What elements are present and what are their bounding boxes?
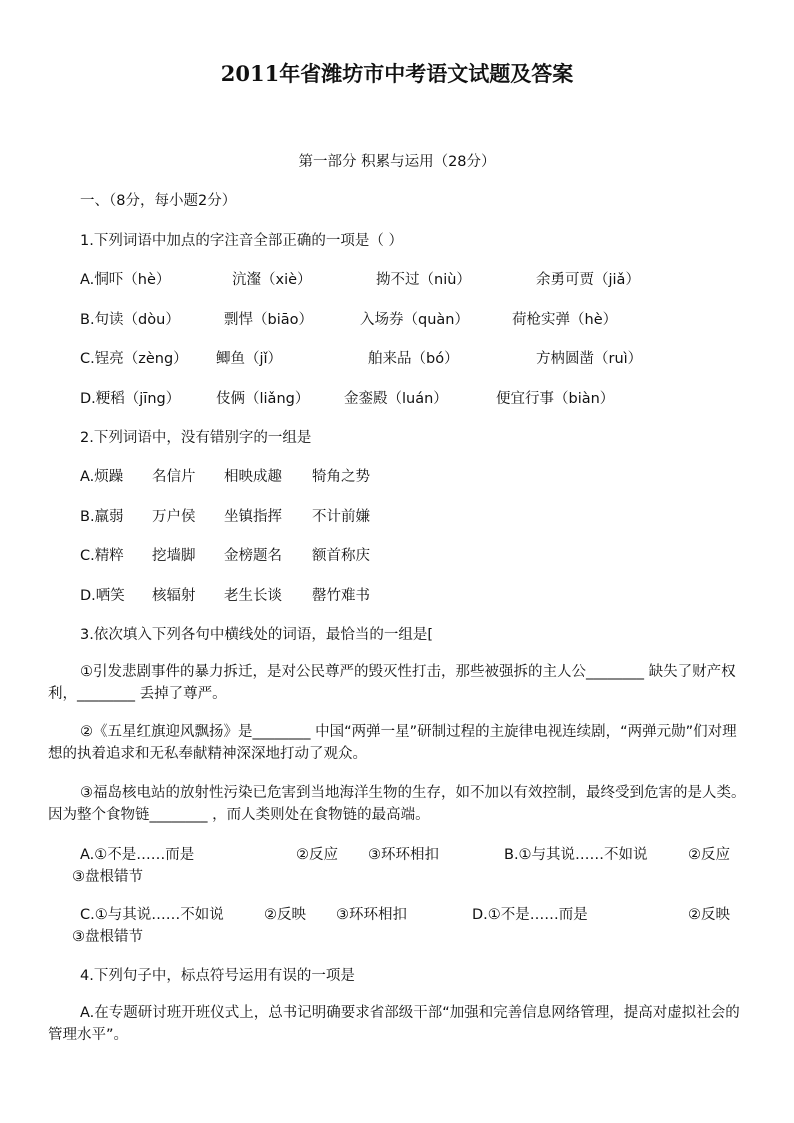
option-item: 额首称庆: [312, 548, 370, 564]
option-item: 相映成趣: [224, 469, 282, 485]
option-item: D.粳稻（jīng）: [80, 391, 181, 407]
option-item: 伎俩（liǎng）: [216, 391, 310, 407]
option-item: 万户侯: [152, 509, 196, 525]
option-item: 入场券（quàn）: [360, 312, 469, 328]
option-item: ③盘根错节: [72, 929, 143, 945]
question-1-option-d: [80, 387, 780, 407]
option-item: 挖墙脚: [152, 548, 196, 564]
question-2-option-c: [80, 544, 780, 564]
option-item: C.精粹: [80, 548, 124, 564]
question-3-sentence-3: ③福岛核电站的放射性污染已危害到当地海洋生物的生存，如不加以有效控制，最终受到危害的是人类。因为整个食物链________ ，而人类则处在食物链的最高端。: [48, 785, 746, 823]
option-item: 余勇可贾（jiǎ）: [536, 272, 640, 288]
option-item: D.哂笑: [80, 588, 125, 604]
option-item: ②反映: [688, 907, 730, 923]
option-item: 核辐射: [152, 588, 196, 604]
option-item: D.①不是……而是: [472, 907, 588, 923]
option-item: ③盘根错节: [72, 869, 143, 885]
option-item: 名信片: [152, 469, 196, 485]
question-4-option-a: A.在专题研讨班开班仪式上，总书记明确要求省部级干部“加强和完善信息网络管理，提高对虚拟社会的管理水平”。: [48, 1005, 740, 1043]
option-item: 罄竹难书: [312, 588, 370, 604]
question-1-option-c: [80, 347, 780, 367]
question-4-stem: 4.下列句子中，标点符号运用有误的一项是: [80, 968, 355, 984]
option-item: 坐镇指挥: [224, 509, 282, 525]
option-item: 金銮殿（luán）: [344, 391, 448, 407]
option-item: ②反应: [296, 847, 338, 863]
option-item: C.锃亮（zèng）: [80, 351, 188, 367]
option-item: A.恫吓（hè）: [80, 272, 171, 288]
question-3-stem: 3.依次填入下列各句中横线处的词语，最恰当的一组是[: [80, 627, 433, 643]
option-item: ②反应: [688, 847, 730, 863]
part-heading: 一、（8分，每小题2分）: [80, 193, 237, 209]
question-2-option-a: [80, 465, 780, 485]
option-item: B.句读（dòu）: [80, 312, 180, 328]
option-item: 鲫鱼（jǐ）: [216, 351, 283, 367]
option-item: 荷枪实弹（hè）: [512, 312, 618, 328]
question-3-option-b-wrap: [72, 865, 772, 885]
question-1-stem: 1.下列词语中加点的字注音全部正确的一项是（ ）: [80, 233, 403, 249]
option-item: A.①不是……而是: [80, 847, 195, 863]
option-item: 便宜行事（biàn）: [496, 391, 615, 407]
document-title: 2011年省潍坊市中考语文试题及答案: [220, 61, 574, 86]
option-item: 犄角之势: [312, 469, 370, 485]
question-1-option-b: [80, 308, 780, 328]
option-item: 剽悍（biāo）: [224, 312, 313, 328]
option-item: ③环环相扣: [336, 907, 407, 923]
option-item: A.烦躁: [80, 469, 124, 485]
option-item: ②反映: [264, 907, 306, 923]
option-item: 沆瀣（xiè）: [232, 272, 312, 288]
option-item: 老生长谈: [224, 588, 282, 604]
question-3-sentence-1: ①引发悲剧事件的暴力拆迁，是对公民尊严的毁灭性打击，那些被强拆的主人公________ 缺失了财产权利，________ 丢掉了尊严。: [48, 664, 736, 702]
option-item: 金榜题名: [224, 548, 282, 564]
question-2-option-b: [80, 505, 780, 525]
option-item: B.①与其说……不如说: [504, 847, 648, 863]
option-item: 拗不过（niù）: [376, 272, 471, 288]
option-item: B.羸弱: [80, 509, 124, 525]
option-item: 方枘圆凿（ruì）: [536, 351, 643, 367]
question-3-option-d-wrap: [72, 925, 772, 945]
question-3-option-cd: [80, 903, 780, 923]
question-2-option-d: [80, 584, 780, 604]
question-2-stem: 2.下列词语中，没有错别字的一组是: [80, 430, 312, 446]
option-item: ③环环相扣: [368, 847, 439, 863]
question-3-option-ab: [80, 843, 780, 863]
question-1-option-a: [80, 268, 780, 288]
option-item: 不计前嫌: [312, 509, 370, 525]
question-3-sentence-2: ②《五星红旗迎风飘扬》是________ 中国“两弹一星”研制过程的主旋律电视连续剧，“两弹元勋”们对理想的执着追求和无私奉献精神深深地打动了观众。: [48, 724, 737, 762]
option-item: 舶来品（bó）: [368, 351, 459, 367]
section-heading: 第一部分 积累与运用（28分）: [298, 154, 496, 170]
option-item: C.①与其说……不如说: [80, 907, 224, 923]
